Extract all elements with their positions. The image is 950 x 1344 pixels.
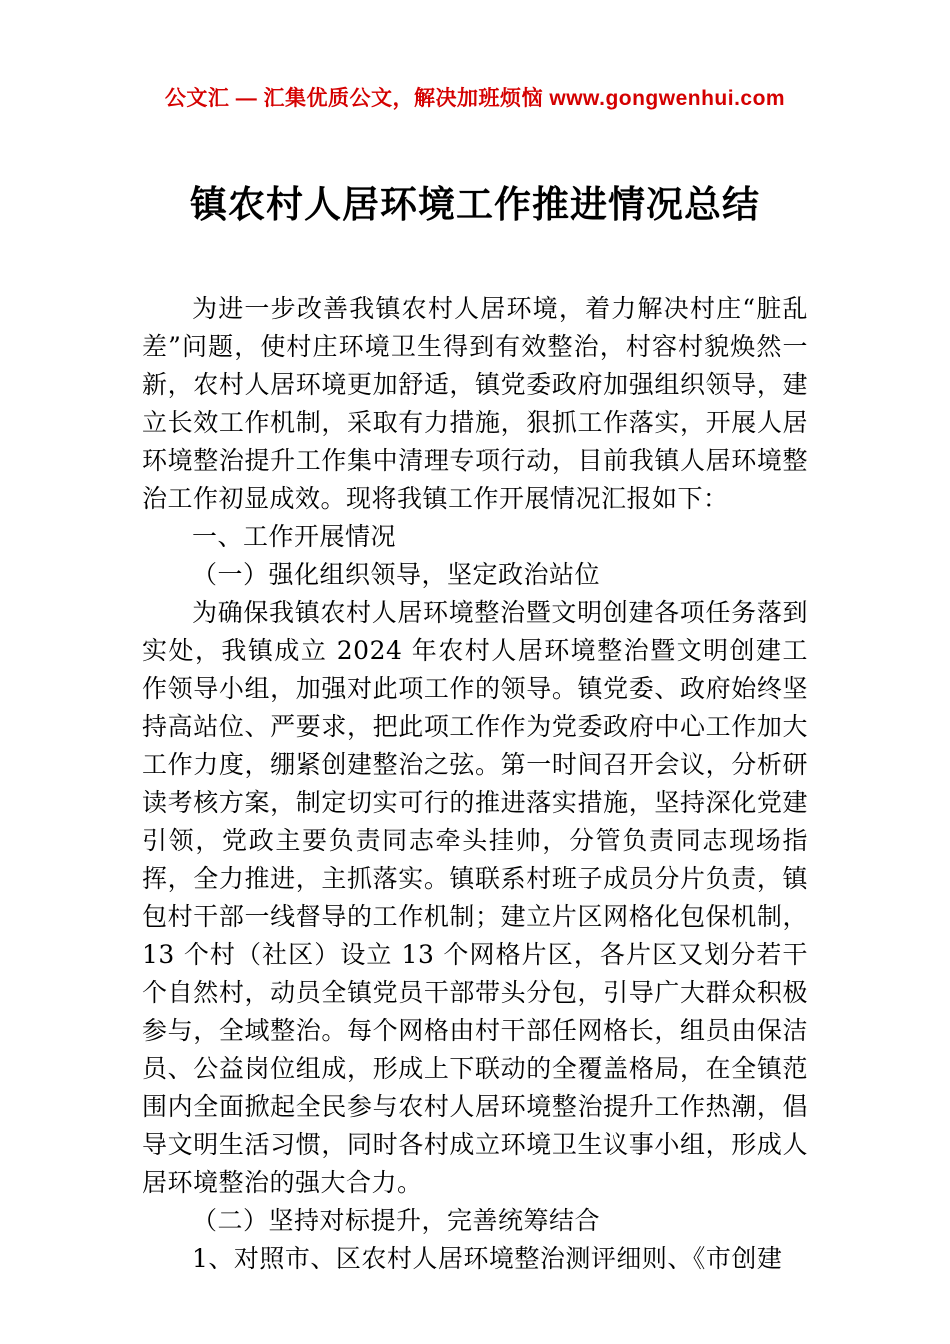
heading-subsection-1-1: （一）强化组织领导，坚定政治站位 (192, 560, 601, 589)
paragraph-intro: 为进一步改善我镇农村人居环境，着力解决村庄“脏乱差”问题，使村庄环境卫生得到有效整治，村容村貌焕然一新，农村人居环境更加舒适，镇党委政府加强组织领导，建立长效工作机制，采取有力措施，狠抓工作落实，开展人居环境整治提升工作集中清理专项行动，目前我镇人居环境整治工作初显成效。现将我镇工作开展情况汇报如下： (142, 294, 808, 513)
site-watermark-banner: 公文汇 — 汇集优质公文，解决加班烦恼 www.gongwenhui.com (164, 87, 786, 110)
heading-subsection-1-2: （二）坚持对标提升，完善统筹结合 (192, 1206, 601, 1235)
document-title: 镇农村人居环境工作推进情况总结 (190, 183, 760, 226)
paragraph-subsection-1-1: 为确保我镇农村人居环境整治暨文明创建各项任务落到实处，我镇成立 2024 年农村人居环境整治暨文明创建工作领导小组，加强对此项工作的领导。镇党委、政府始终坚持高站位、严要求，把此项工作作为党委政府中心工作加大工作力度，绷紧创建整治之弦。第一时间召开会议，分析研读考核方案，制定切实可行的推进落实措施，坚持深化党建引领，党政主要负责同志牵头挂帅，分管负责同志现场指挥，全力推进，主抓落实。镇联系村班子成员分片负责，镇包村干部一线督导的工作机制；建立片区网格化包保机制，13 个村（社区）设立 13 个网格片区，各片区又划分若干个自然村，动员全镇党员干部带头分包，引导广大群众积极参与，全域整治。每个网格由村干部任网格长，组员由保洁员、公益岗位组成，形成上下联动的全覆盖格局，在全镇范围内全面掀起全民参与农村人居环境整治提升工作热潮，倡导文明生活习惯，同时各村成立环境卫生议事小组，形成人居环境整治的强大合力。 (142, 598, 808, 1197)
document-body (142, 290, 808, 1278)
heading-section-1: 一、工作开展情况 (192, 522, 397, 551)
paragraph-subsection-1-2: 1、对照市、区农村人居环境整治测评细则、《市创建 (192, 1244, 783, 1273)
